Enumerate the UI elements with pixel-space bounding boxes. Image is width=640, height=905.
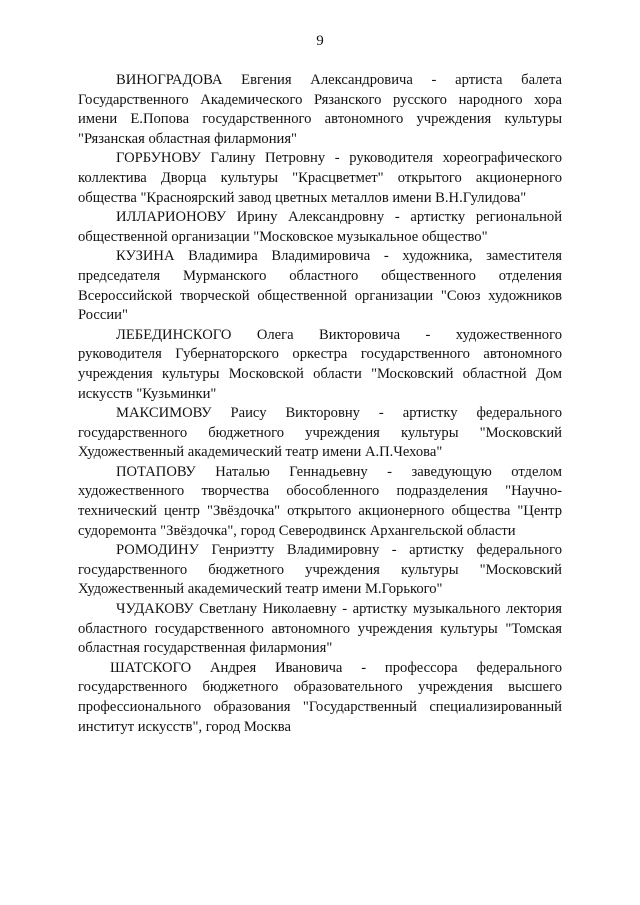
- entry-illarionova: ИЛЛАРИОНОВУ Ирину Александровну - артистку региональной общественной организации "Московское музыкальное общество": [78, 209, 562, 245]
- entry-chudakova: ЧУДАКОВУ Светлану Николаевну - артистку музыкального лектория областного государственного автономного учреждения культуры "Томская областная государственная филармония": [78, 601, 562, 657]
- entry-vinogradov: ВИНОГРАДОВА Евгения Александровича - артиста балета Государственного Академического Рязанского русского народного хора имени Е.Попова государственного автономного учреждения культуры "Рязанская областная филармония": [78, 72, 562, 147]
- entry-kuzin: КУЗИНА Владимира Владимировича - художника, заместителя председателя Мурманского областного общественного отделения Всероссийской творческой общественной организации "Союз художников России": [78, 248, 562, 324]
- page-number: 9: [316, 33, 324, 49]
- entry-romodina: РОМОДИНУ Генриэтту Владимировну - артистку федерального государственного бюджетного учреждения культуры "Московский Художественный академический театр имени М.Горького": [78, 542, 562, 598]
- entry-lebedinsky: ЛЕБЕДИНСКОГО Олега Викторовича - художественного руководителя Губернаторского оркестра государственного автономного учреждения культуры Московской области "Московский областной Дом искусств "Кузьминки": [78, 326, 562, 402]
- entry-maksimova: МАКСИМОВУ Раису Викторовну - артистку федерального государственного бюджетного учреждения культуры "Московский Художественный академический театр имени А.П.Чехова": [78, 405, 562, 461]
- entry-shatsky: ШАТСКОГО Андрея Ивановича - профессора федерального государственного бюджетного образовательного учреждения высшего профессионального образования "Государственный специализированный институт искусств", город Москва: [78, 659, 562, 735]
- entry-potapova: ПОТАПОВУ Наталью Геннадьевну - заведующую отделом художественного творчества обособленного подразделения "Научно-технический центр "Звёздочка" открытого акционерного общества "Центр судоремонта "Звёздочка", город Северодвинск Архангельской области: [78, 463, 562, 539]
- document-body: [78, 71, 562, 737]
- entry-gorbunova: ГОРБУНОВУ Галину Петровну - руководителя хореографического коллектива Дворца культуры "Красцветмет" открытого акционерного общества "Красноярский завод цветных металлов имени В.Н.Гулидова": [78, 150, 562, 206]
